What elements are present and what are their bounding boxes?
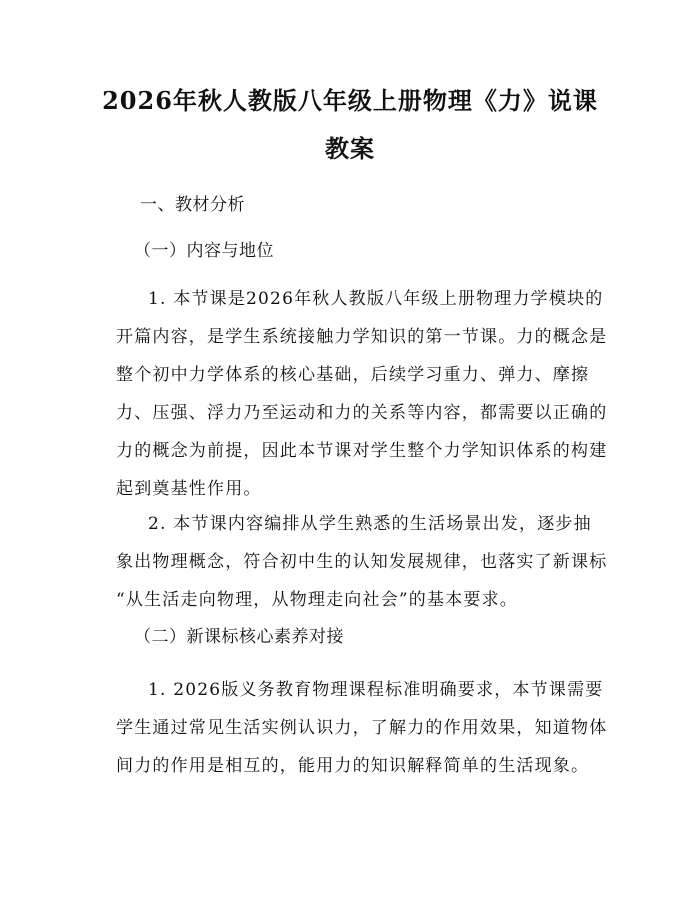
subsection-heading-curriculum-standards: （二）新课标核心素养对接 <box>134 627 344 647</box>
paragraph-line: 整个初中力学体系的核心基础，后续学习重力、弹力、摩擦 <box>116 365 590 385</box>
paragraph-line: 象出物理概念，符合初中生的认知发展规律，也落实了新课标 <box>116 552 608 572</box>
paragraph-line: 开篇内容，是学生系统接触力学知识的第一节课。力的概念是 <box>116 327 608 347</box>
document-title-line-2: 教案 <box>325 134 375 163</box>
paragraph-line: 力的概念为前提，因此本节课对学生整个力学知识体系的构建 <box>116 441 608 461</box>
paragraph-2 <box>116 512 608 626</box>
paragraph-line: 2. 本节课内容编排从学生熟悉的生活场景出发，逐步抽 <box>148 514 592 534</box>
paragraph-3 <box>116 678 608 792</box>
paragraph-line: 起到奠基性作用。 <box>116 479 262 499</box>
paragraph-1 <box>116 287 608 515</box>
paragraph-line: 1. 本节课是2026年秋人教版八年级上册物理力学模块的 <box>148 289 604 309</box>
paragraph-line: 力、压强、浮力乃至运动和力的关系等内容，都需要以正确的 <box>116 403 608 423</box>
subsection-heading-content-position: （一）内容与地位 <box>134 241 274 261</box>
paragraph-line: 1. 2026版义务教育物理课程标准明确要求，本节课需要 <box>148 680 604 700</box>
paragraph-line: “从生活走向物理，从物理走向社会”的基本要求。 <box>116 590 518 610</box>
paragraph-line: 学生通过常见生活实例认识力，了解力的作用效果，知道物体 <box>116 718 608 738</box>
section-heading-textbook-analysis: 一、教材分析 <box>140 195 245 215</box>
document-title-line-1: 2026年秋人教版八年级上册物理《力》说课 <box>102 86 598 115</box>
paragraph-line: 间力的作用是相互的，能用力的知识解释简单的生活现象。 <box>116 756 590 776</box>
